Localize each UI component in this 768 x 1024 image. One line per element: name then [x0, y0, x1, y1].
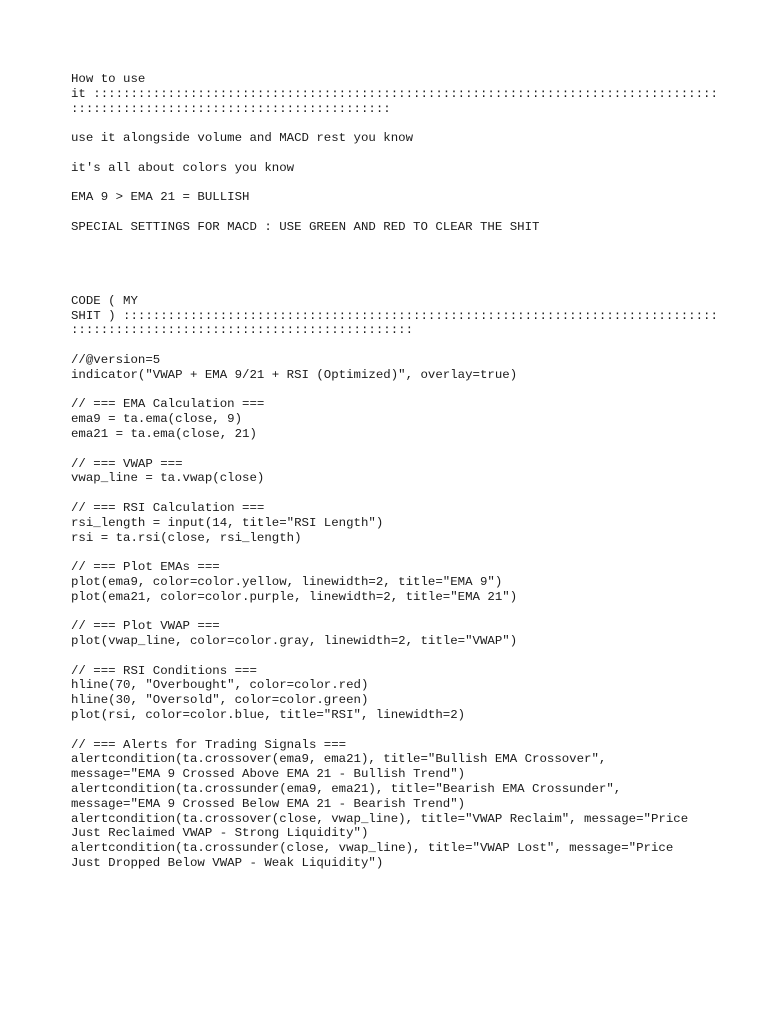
code-line: hline(30, "Oversold", color=color.green): [71, 693, 369, 708]
code-block-vwap: [71, 457, 701, 487]
how-to-use-section: [71, 72, 718, 235]
code-line: message="EMA 9 Crossed Below EMA 21 - Bearish Trend"): [71, 796, 466, 811]
code-line: rsi_length = input(14, title="RSI Length"): [71, 515, 384, 530]
code-line: plot(vwap_line, color=color.gray, linewidth=2, title="VWAP"): [71, 634, 518, 649]
code-line: //@version=5: [71, 352, 161, 367]
code-block-version: [71, 353, 701, 383]
code-line: ema21 = ta.ema(close, 21): [71, 426, 257, 441]
code-line: // === Plot EMAs ===: [71, 560, 220, 575]
code-line: // === Plot VWAP ===: [71, 619, 220, 634]
code-heading: [71, 293, 718, 338]
paragraph: it's all about colors you know: [71, 160, 295, 175]
code-line: Just Reclaimed VWAP - Strong Liquidity"): [71, 826, 369, 841]
heading-line: :::::::::::::::::::::::::::::::::::::::::::: [71, 101, 391, 116]
code-line: plot(rsi, color=color.blue, title="RSI", linewidth=2): [71, 708, 466, 723]
code-block-rsi-conditions: [71, 664, 701, 723]
how-to-use-heading: [71, 72, 718, 116]
code-line: Just Dropped Below VWAP - Weak Liquidity"): [71, 856, 384, 871]
code-line: alertcondition(ta.crossover(close, vwap_line), title="VWAP Reclaim", message="Price: [71, 811, 689, 826]
code-block-rsi: [71, 501, 701, 545]
code-line: alertcondition(ta.crossunder(close, vwap_line), title="VWAP Lost", message="Price: [71, 841, 674, 856]
code-line: // === RSI Calculation ===: [71, 500, 265, 515]
code-line: // === VWAP ===: [71, 456, 183, 471]
code-line: vwap_line = ta.vwap(close): [71, 471, 265, 486]
code-line: // === Alerts for Trading Signals ===: [71, 737, 347, 752]
document-body: [71, 72, 718, 871]
code-block-plot-emas: [71, 560, 701, 604]
paragraph: SPECIAL SETTINGS FOR MACD : USE GREEN AND RED TO CLEAR THE SHIT: [71, 219, 540, 234]
code-block-alerts: [71, 738, 701, 871]
code-line: ema9 = ta.ema(close, 9): [71, 412, 243, 427]
code-line: hline(70, "Overbought", color=color.red): [71, 678, 369, 693]
code-line: // === EMA Calculation ===: [71, 397, 265, 412]
heading-line: How to use: [71, 72, 146, 86]
heading-line: it ::::::::::::::::::::::::::::::::::::::::::::::::::::::::::::::::::::::::::::::::::::: [71, 86, 718, 101]
code-line: alertcondition(ta.crossover(ema9, ema21), title="Bullish EMA Crossover",: [71, 752, 607, 767]
paragraph: use it alongside volume and MACD rest you know: [71, 131, 414, 146]
code-line: alertcondition(ta.crossunder(ema9, ema21), title="Bearish EMA Crossunder",: [71, 782, 622, 797]
paragraph: EMA 9 > EMA 21 = BULLISH: [71, 190, 250, 205]
heading-line: CODE ( MY: [71, 293, 138, 308]
heading-line: ::::::::::::::::::::::::::::::::::::::::::::::: [71, 323, 414, 338]
code-line: plot(ema21, color=color.purple, linewidth=2, title="EMA 21"): [71, 589, 518, 604]
code-line: rsi = ta.rsi(close, rsi_length): [71, 530, 302, 545]
heading-line: SHIT ) ::::::::::::::::::::::::::::::::::::::::::::::::::::::::::::::::::::::::::::::::: [71, 308, 718, 323]
code-line: // === RSI Conditions ===: [71, 663, 257, 678]
code-section: [71, 293, 718, 871]
code-block-plot-vwap: [71, 619, 701, 649]
code-block-ema: [71, 397, 701, 441]
code-line: plot(ema9, color=color.yellow, linewidth=2, title="EMA 9"): [71, 574, 503, 589]
code-line: message="EMA 9 Crossed Above EMA 21 - Bullish Trend"): [71, 767, 466, 782]
code-line: indicator("VWAP + EMA 9/21 + RSI (Optimized)", overlay=true): [71, 367, 518, 382]
